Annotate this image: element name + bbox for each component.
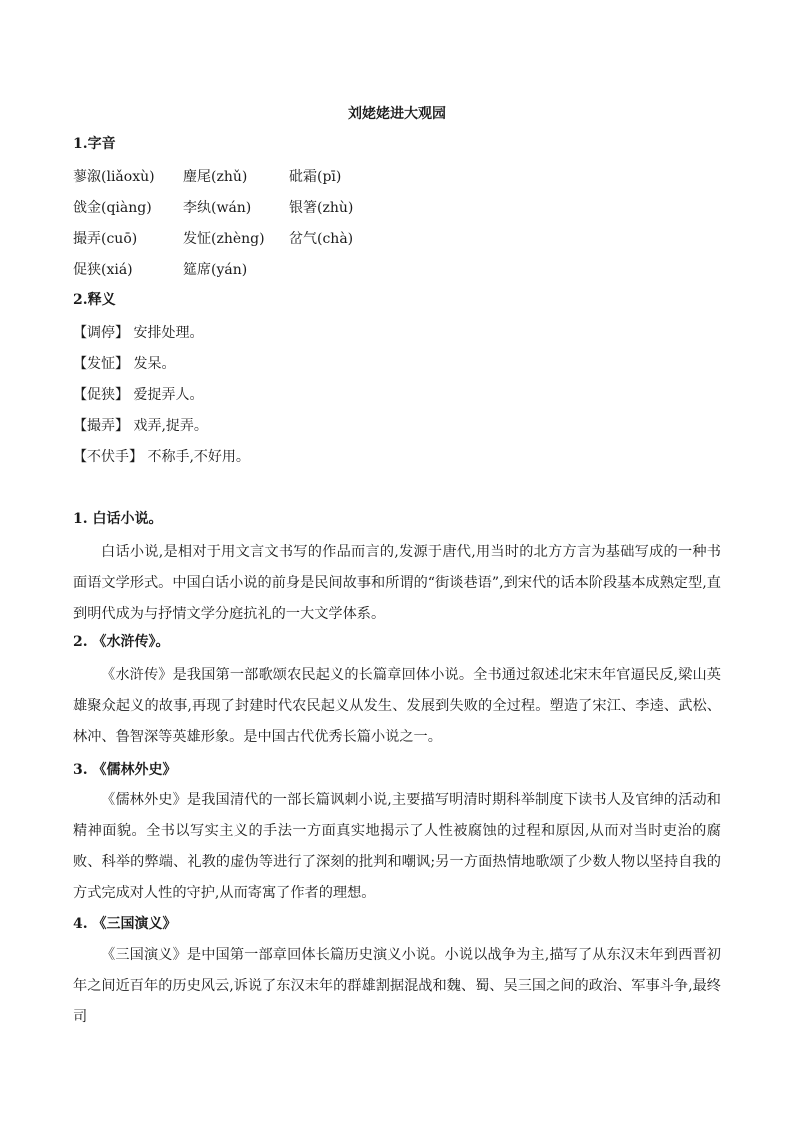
pronunciation-row bbox=[73, 197, 733, 219]
definition-item: 【调停】 安排处理。 bbox=[73, 325, 204, 341]
paragraph-three-kingdoms: 《三国演义》是中国第一部章回体长篇历史演义小说。小说以战争为主,描写了从东汉末年到西晋初年之间近百年的历史风云,诉说了东汉末年的群雄割据混战和魏、蜀、吴三国之间的政治、军事斗争,最终司 bbox=[73, 947, 721, 1025]
definition-item: 【促狭】 爱捉弄人。 bbox=[73, 387, 204, 403]
pronunciation-item: 发怔(zhèng) bbox=[183, 231, 265, 247]
definition-item: 【不伏手】 不称手,不好用。 bbox=[73, 449, 250, 465]
section-heading-water-margin: 2. 《水浒传》。 bbox=[73, 634, 170, 650]
paragraph-water-margin: 《水浒传》是我国第一部歌颂农民起义的长篇章回体小说。全书通过叙述北宋末年官逼民反,梁山英雄聚众起义的故事,再现了封建时代农民起义从发生、发展到失败的全过程。塑造了宋江、李逵、武松、林冲、鲁智深等英雄形象。是中国古代优秀长篇小说之一。 bbox=[73, 667, 721, 745]
pronunciation-item: 戗金(qiàng) bbox=[73, 200, 152, 216]
pronunciation-row bbox=[73, 166, 733, 188]
section-heading-pronunciation: 1.字音 bbox=[73, 136, 116, 152]
definition-item: 【撮弄】 戏弄,捉弄。 bbox=[73, 418, 208, 434]
section-heading-scholars: 3. 《儒林外史》 bbox=[73, 762, 177, 778]
pronunciation-item: 李纨(wán) bbox=[183, 200, 252, 216]
definition-item: 【发怔】 发呆。 bbox=[73, 356, 176, 372]
pronunciation-item: 砒霜(pī) bbox=[289, 169, 342, 185]
pronunciation-item: 岔气(chà) bbox=[289, 231, 354, 247]
pronunciation-item: 银箸(zhù) bbox=[289, 200, 354, 216]
paragraph-scholars: 《儒林外史》是我国清代的一部长篇讽刺小说,主要描写明清时期科举制度下读书人及官绅的活动和精神面貌。全书以写实主义的手法一方面真实地揭示了人性被腐蚀的过程和原因,从而对当时吏治的腐败、科举的弊端、礼教的虚伪等进行了深刻的批判和嘲讽;另一方面热情地歌颂了少数人物以坚持自我的方式完成对人性的守护,从而寄寓了作者的理想。 bbox=[73, 792, 721, 901]
pronunciation-item: 麈尾(zhǔ) bbox=[183, 169, 248, 185]
pronunciation-item: 促狭(xiá) bbox=[73, 262, 133, 278]
pronunciation-item: 筵席(yán) bbox=[183, 262, 248, 278]
section-heading-three-kingdoms: 4. 《三国演义》 bbox=[73, 916, 177, 932]
pronunciation-row bbox=[73, 259, 733, 281]
section-heading-vernacular-novel: 1. 白话小说。 bbox=[73, 511, 163, 527]
pronunciation-item: 撮弄(cuō) bbox=[73, 231, 138, 247]
page-title: 刘姥姥进大观园 bbox=[348, 106, 446, 122]
section-heading-definitions: 2.释义 bbox=[73, 292, 116, 308]
pronunciation-row bbox=[73, 228, 733, 250]
pronunciation-item: 蓼溆(liǎoxù) bbox=[73, 169, 155, 185]
paragraph-vernacular-novel: 白话小说,是相对于用文言文书写的作品而言的,发源于唐代,用当时的北方方言为基础写成的一种书面语文学形式。中国白话小说的前身是民间故事和所谓的“街谈巷语”,到宋代的话本阶段基本成熟定型,直到明代成为与抒情文学分庭抗礼的一大文学体系。 bbox=[73, 544, 721, 622]
